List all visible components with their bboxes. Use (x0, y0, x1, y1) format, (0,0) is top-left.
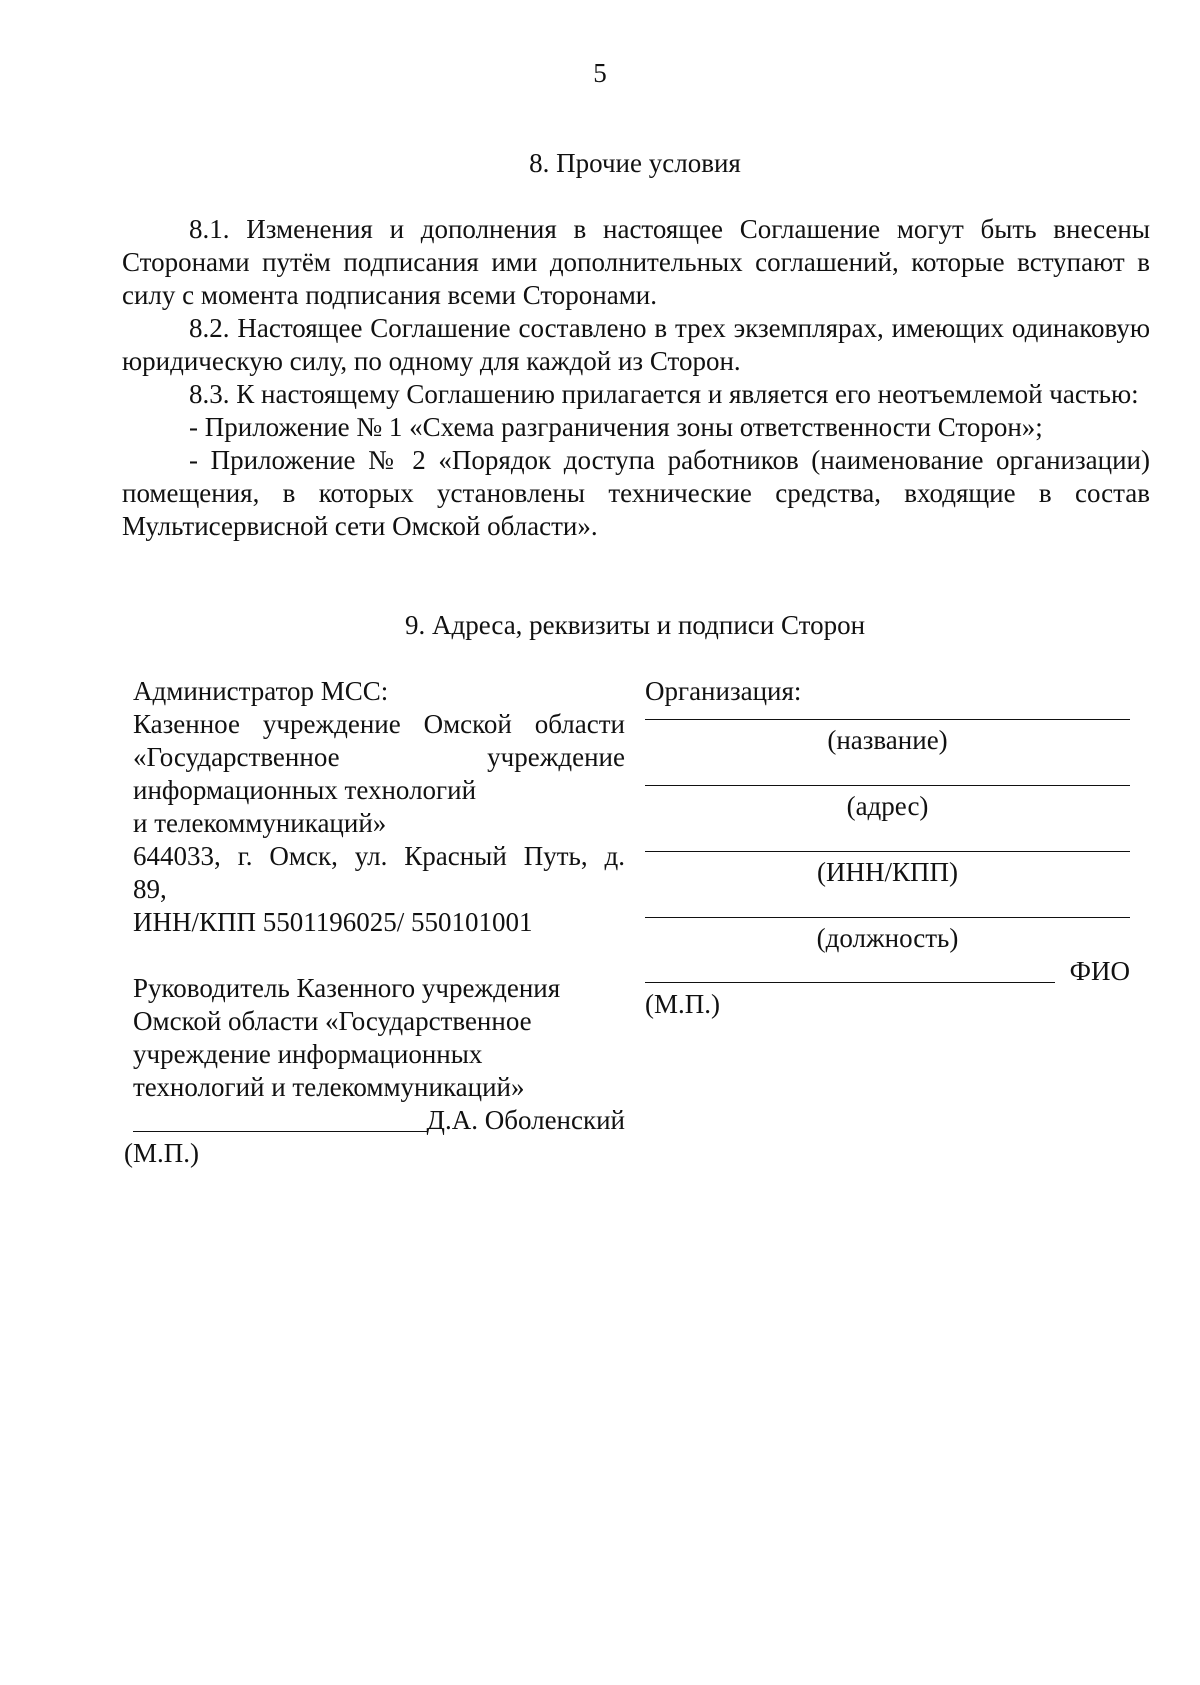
admin-line: и телекоммуникаций» (133, 808, 387, 838)
admin-head-line: Руководитель Казенного учреждения (133, 973, 561, 1003)
position-blank-line (645, 917, 1130, 918)
admin-heading: Администратор МСС: (133, 676, 389, 706)
admin-address-cont: 89, (133, 874, 167, 904)
paragraph-8-3: 8.3. К настоящему Соглашению прилагается и является его неотъемлемой частью: (189, 379, 1139, 409)
paragraph-8-2: 8.2. Настоящее Соглашение составлено в трех экземплярах, имеющих одинаковую юридическую силу, по одному для каждой из Сторон. (122, 313, 1150, 376)
admin-inn-kpp: ИНН/КПП 5501196025/ 550101001 (133, 907, 533, 937)
admin-signer-name: Д.А. Оболенский (426, 1105, 625, 1135)
address-caption: (адрес) (846, 791, 929, 821)
fio-label: ФИО (1069, 956, 1130, 986)
inn-kpp-caption: (ИНН/КПП) (817, 857, 958, 887)
admin-signature-row (133, 1104, 625, 1137)
admin-address: 644033, г. Омск, ул. Красный Путь, д. (133, 841, 625, 871)
appendix-2-item: - Приложение № 2 «Порядок доступа работников (наименование организации) помещения, в которых установлены технические средства, входящие в состав Мультисервисной сети Омской области». (122, 445, 1150, 541)
spacer (133, 939, 625, 972)
organization-stamp-mark: (М.П.) (645, 989, 720, 1019)
fio-signature-row (645, 955, 1130, 988)
section-9-title: 9. Адреса, реквизиты и подписи Сторон (404, 610, 866, 640)
signature-line (133, 1105, 427, 1132)
section-8-body (122, 213, 1150, 543)
admin-head-line: Омской области «Государственное (133, 1006, 532, 1036)
name-caption: (название) (827, 725, 948, 755)
paragraph-8-1: 8.1. Изменения и дополнения в настоящее Соглашение могут быть внесены Сторонами путём подписания ими дополнительных соглашений, которые вступают в силу с момента подписания всеми Сторонами. (122, 214, 1150, 310)
inn-kpp-blank-line (645, 851, 1130, 852)
admin-head-line: учреждение информационных (133, 1039, 483, 1069)
admin-requisites (124, 675, 625, 1170)
name-blank-line (645, 719, 1130, 720)
fio-signature-line (645, 956, 1055, 983)
position-caption: (должность) (816, 923, 959, 953)
organization-heading: Организация: (645, 676, 802, 706)
admin-line: информационных технологий (133, 775, 477, 805)
admin-line: «Государственное учреждение (133, 742, 625, 772)
organization-requisites (645, 675, 1130, 1021)
admin-stamp-mark: (М.П.) (124, 1138, 199, 1168)
admin-head-line: технологий и телекоммуникаций» (133, 1072, 525, 1102)
address-blank-line (645, 785, 1130, 786)
appendix-1-item: - Приложение № 1 «Схема разграничения зоны ответственности Сторон»; (189, 412, 1043, 442)
admin-line: Казенное учреждение Омской области (133, 709, 625, 739)
section-8-title: 8. Прочие условия (529, 148, 741, 178)
page-number: 5 (593, 58, 607, 88)
